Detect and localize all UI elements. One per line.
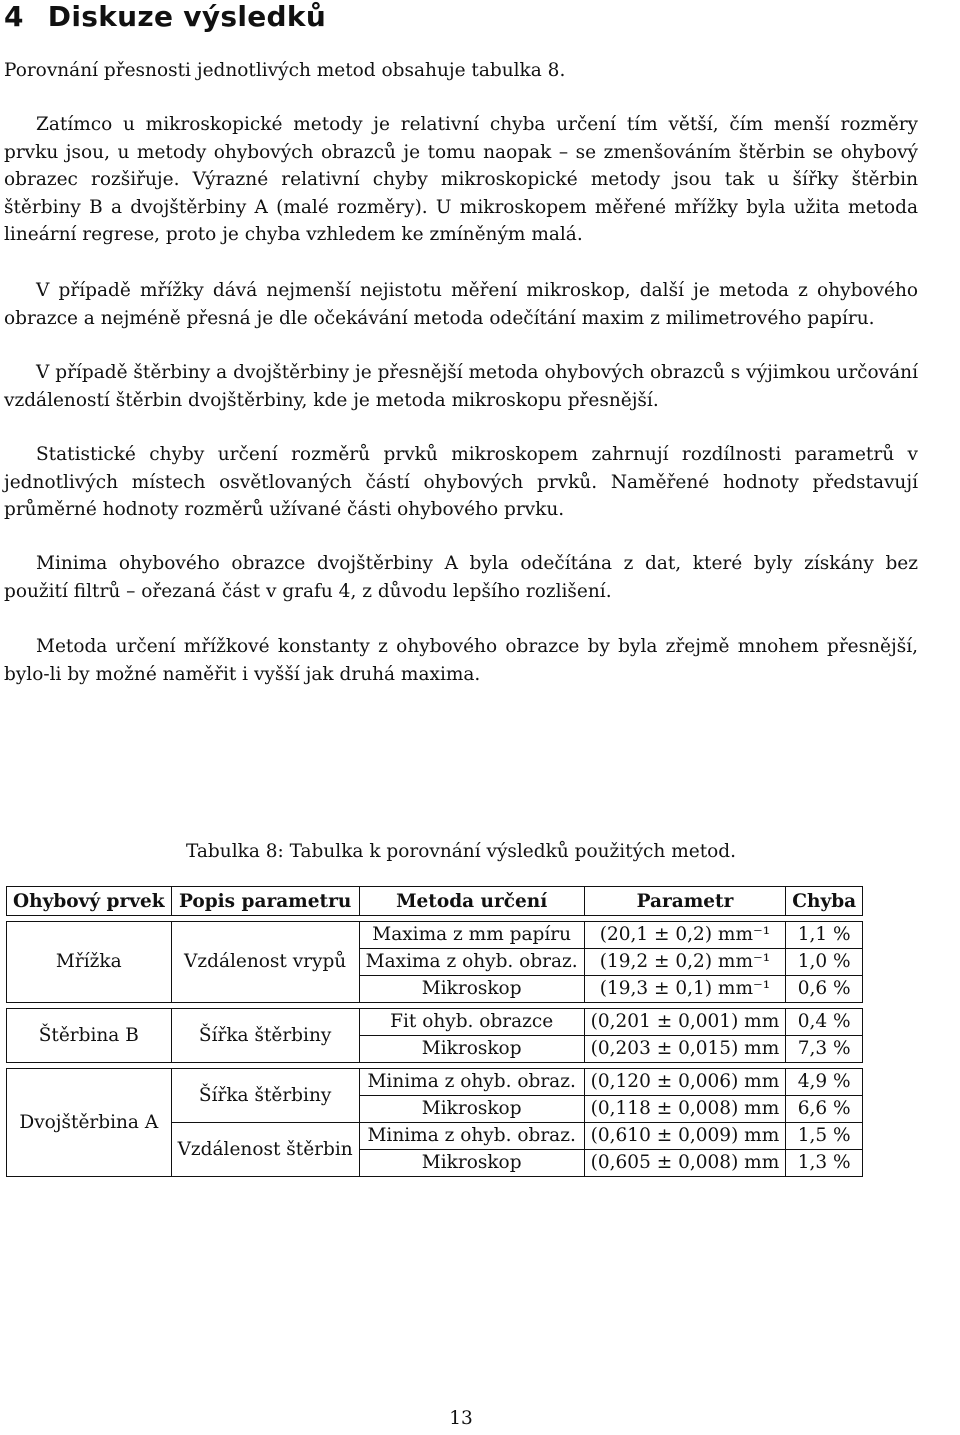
error-cell: 1,0 % xyxy=(786,949,863,976)
value-cell: (0,605 ± 0,008) mm xyxy=(584,1150,786,1177)
section-title: Diskuze výsledků xyxy=(47,0,327,33)
element-cell: Mřížka xyxy=(7,922,172,1003)
value-cell: (0,203 ± 0,015) mm xyxy=(584,1036,786,1063)
section-heading xyxy=(4,0,326,34)
error-cell: 0,6 % xyxy=(786,976,863,1003)
method-cell: Maxima z ohyb. obraz. xyxy=(359,949,584,976)
header-cell: Chyba xyxy=(786,887,863,916)
value-cell: (19,2 ± 0,2) mm⁻¹ xyxy=(584,949,786,976)
value-cell: (0,120 ± 0,006) mm xyxy=(584,1069,786,1096)
table-header-row xyxy=(7,887,863,916)
header-cell: Parametr xyxy=(584,887,786,916)
header-cell: Metoda určení xyxy=(359,887,584,916)
results-table xyxy=(6,886,863,1177)
error-cell: 7,3 % xyxy=(786,1036,863,1063)
error-cell: 1,5 % xyxy=(786,1123,863,1150)
method-cell: Minima z ohyb. obraz. xyxy=(359,1123,584,1150)
paragraph-1: Porovnání přesnosti jednotlivých metod obsahuje tabulka 8. xyxy=(4,60,566,81)
value-cell: (20,1 ± 0,2) mm⁻¹ xyxy=(584,922,786,949)
method-cell: Fit ohyb. obrazce xyxy=(359,1009,584,1036)
page-number: 13 xyxy=(449,1408,473,1429)
paragraph-5: Statistické chyby určení rozměrů prvků mikroskopem zahrnují rozdílnosti parametrů v jednotlivých místech osvětlovaných částí ohybových prvků. Naměřené hodnoty představují průměrné hodnoty rozměrů užívané části ohybového prvku. xyxy=(4,444,918,520)
method-cell: Mikroskop xyxy=(359,1036,584,1063)
value-cell: (0,201 ± 0,001) mm xyxy=(584,1009,786,1036)
method-cell: Mikroskop xyxy=(359,1150,584,1177)
paragraph-7: Metoda určení mřížkové konstanty z ohybového obrazce by byla zřejmě mnohem přesnější, bylo-li by možné naměřit i vyšší jak druhá maxima. xyxy=(4,636,918,685)
error-cell: 0,4 % xyxy=(786,1009,863,1036)
method-cell: Minima z ohyb. obraz. xyxy=(359,1069,584,1096)
table-row xyxy=(7,1069,863,1096)
error-cell: 6,6 % xyxy=(786,1096,863,1123)
section-number: 4 xyxy=(4,0,24,33)
element-cell: Dvojštěrbina A xyxy=(7,1069,172,1177)
method-cell: Mikroskop xyxy=(359,976,584,1003)
parameter-cell: Vzdálenost štěrbin xyxy=(171,1123,359,1177)
header-cell: Popis parametru xyxy=(171,887,359,916)
parameter-cell: Vzdálenost vrypů xyxy=(171,922,359,1003)
paragraph-2: Zatímco u mikroskopické metody je relativní chyba určení tím větší, čím menší rozměry prvku jsou, u metody ohybových obrazců je tomu naopak – se zmenšováním štěrbin se ohybový obrazec rozšiřuje. Výrazné relativní chyby mikroskopické metody jsou tak u šířky štěrbin štěrbiny B a dvojštěrbiny A (malé rozměry). U mikroskopem měřené mřížky byla užita metoda lineární regrese, proto je chyba vzhledem ke zmíněným malá. xyxy=(4,114,918,245)
value-cell: (0,610 ± 0,009) mm xyxy=(584,1123,786,1150)
table-caption: Tabulka 8: Tabulka k porovnání výsledků použitých metod. xyxy=(186,841,736,862)
table-row xyxy=(7,1009,863,1036)
table-row xyxy=(7,922,863,949)
paragraph-4: V případě štěrbiny a dvojštěrbiny je přesnější metoda ohybových obrazců s výjimkou určování vzdáleností štěrbin dvojštěrbiny, kde je metoda mikroskopu přesnější. xyxy=(4,362,918,411)
error-cell: 4,9 % xyxy=(786,1069,863,1096)
parameter-cell: Šířka štěrbiny xyxy=(171,1009,359,1063)
method-cell: Mikroskop xyxy=(359,1096,584,1123)
table-body xyxy=(7,916,863,1177)
method-cell: Maxima z mm papíru xyxy=(359,922,584,949)
element-cell: Štěrbina B xyxy=(7,1009,172,1063)
paragraph-3: V případě mřížky dává nejmenší nejistotu měření mikroskop, další je metoda z ohybového obrazce a nejméně přesná je dle očekávání metoda odečítání maxim z milimetrového papíru. xyxy=(4,280,918,329)
value-cell: (19,3 ± 0,1) mm⁻¹ xyxy=(584,976,786,1003)
value-cell: (0,118 ± 0,008) mm xyxy=(584,1096,786,1123)
parameter-cell: Šířka štěrbiny xyxy=(171,1069,359,1123)
error-cell: 1,3 % xyxy=(786,1150,863,1177)
error-cell: 1,1 % xyxy=(786,922,863,949)
paragraph-6: Minima ohybového obrazce dvojštěrbiny A byla odečítána z dat, které byly získány bez použití filtrů – ořezaná část v grafu 4, z důvodu lepšího rozlišení. xyxy=(4,553,918,602)
header-cell: Ohybový prvek xyxy=(7,887,172,916)
